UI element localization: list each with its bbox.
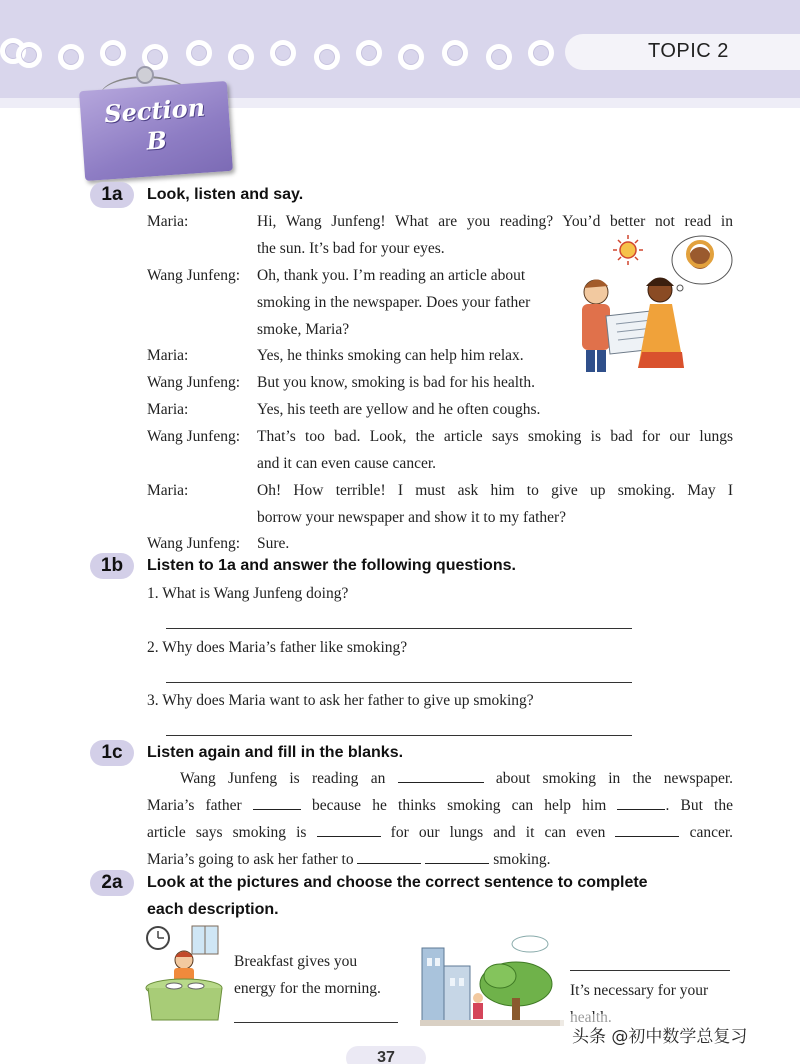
- dialogue-line: smoke, Maria?: [257, 321, 350, 338]
- dialogue-line: borrow your newspaper and show it to my father?: [257, 509, 567, 526]
- ring-icon: [398, 44, 424, 70]
- ring-icon: [528, 40, 554, 66]
- paragraph-text: about smoking in the newspaper.: [495, 770, 734, 787]
- reading-newspaper-illustration: [572, 232, 740, 374]
- answer-line-2[interactable]: [166, 682, 632, 683]
- topic-label: TOPIC 2: [648, 40, 729, 62]
- dialogue-line: Yes, he thinks smoking can help him relax.: [257, 347, 524, 364]
- answer-line-1[interactable]: [166, 628, 632, 629]
- section-word: Section: [103, 92, 206, 129]
- answer-line-3[interactable]: [166, 735, 632, 736]
- paragraph-text: smoking.: [493, 851, 551, 868]
- speaker: Wang Junfeng:: [147, 267, 241, 284]
- thought-bubble-icon: [672, 236, 732, 291]
- badge-1b: 1b: [90, 553, 134, 579]
- blank-3[interactable]: [617, 796, 665, 810]
- blank-4[interactable]: [317, 823, 381, 837]
- heading-1a: Look, listen and say.: [147, 186, 304, 203]
- speaker: Maria:: [147, 401, 189, 418]
- people-icon: [473, 993, 483, 1019]
- paragraph-text: Maria’s father: [147, 797, 242, 814]
- dialogue-line: Sure.: [257, 535, 290, 552]
- question-1: 1. What is Wang Junfeng doing?: [147, 585, 349, 602]
- heading-1b: Listen to 1a and answer the following questions.: [147, 557, 516, 574]
- item2-line-1: It’s necessary for your: [570, 982, 709, 999]
- speaker: Maria:: [147, 213, 189, 230]
- boy-figure: [582, 279, 610, 372]
- fill-paragraph-line-1: [180, 765, 733, 792]
- dialogue-line: But you know, smoking is bad for his health.: [257, 374, 535, 391]
- dialogue-line: the sun. It’s bad for your eyes.: [257, 240, 445, 257]
- paragraph-text: Wang Junfeng is reading an: [180, 770, 386, 787]
- question-3: 3. Why does Maria want to ask her father to give up smoking?: [147, 692, 534, 709]
- fill-paragraph-line-4: [147, 846, 551, 873]
- speaker: Maria:: [147, 482, 189, 499]
- paragraph-text: Maria’s going to ask her father to: [147, 851, 354, 868]
- sun-icon: [613, 235, 643, 265]
- heading-2a-line-1: Look at the pictures and choose the correct sentence to complete: [147, 874, 648, 891]
- ring-icon: [16, 42, 42, 68]
- page-number: 37: [346, 1046, 426, 1064]
- blank-5[interactable]: [615, 823, 679, 837]
- ring-icon: [486, 44, 512, 70]
- ring-icon: [58, 44, 84, 70]
- section-sign-text: [80, 91, 232, 161]
- fill-paragraph-line-3: [147, 819, 733, 846]
- blank-6[interactable]: [357, 850, 421, 864]
- paragraph-text-group: [617, 797, 733, 814]
- badge-2a: 2a: [90, 870, 134, 896]
- heading-2a-line-2: each description.: [147, 901, 279, 918]
- tree-icon: [480, 962, 552, 1020]
- watermark-text: 头条 @初中数学总复习: [572, 1027, 748, 1047]
- pin-icon: [136, 66, 154, 84]
- speaker: Wang Junfeng:: [147, 535, 241, 552]
- speaker: Wang Junfeng:: [147, 374, 241, 391]
- badge-1a: 1a: [90, 182, 134, 208]
- dialogue-line: Oh, thank you. I’m reading an article about: [257, 267, 526, 284]
- blank-2[interactable]: [253, 796, 301, 810]
- window-icon: [192, 926, 218, 954]
- park-illustration: [420, 932, 564, 1026]
- section-letter: B: [145, 125, 168, 156]
- blank-7[interactable]: [425, 850, 489, 864]
- answer-line-item2[interactable]: [570, 970, 730, 971]
- question-2: 2. Why does Maria’s father like smoking?: [147, 639, 408, 656]
- answer-line-item1[interactable]: [234, 1022, 398, 1023]
- ring-icon: [228, 44, 254, 70]
- ring-icon: [314, 44, 340, 70]
- section-sign: [79, 81, 233, 181]
- dialogue-line: Yes, his teeth are yellow and he often coughs.: [257, 401, 541, 418]
- clock-icon: [147, 927, 169, 949]
- ring-icon: [442, 40, 468, 66]
- ring-icon: [100, 40, 126, 66]
- paragraph-text: article says smoking is: [147, 824, 307, 841]
- speaker: Maria:: [147, 347, 189, 364]
- fill-paragraph-line-2: [147, 792, 733, 819]
- dialogue-line: smoking in the newspaper. Does your father: [257, 294, 531, 311]
- dialogue-line: Oh! How terrible! I must ask him to give up smoking. May I: [257, 482, 733, 499]
- dialogue-line: That’s too bad. Look, the article says smoking is bad for our lungs: [257, 428, 733, 445]
- building-icon: [422, 948, 470, 1022]
- badge-1c: 1c: [90, 740, 134, 766]
- breakfast-illustration: [140, 924, 230, 1024]
- paragraph-text: cancer.: [689, 824, 734, 841]
- item1-line-1: Breakfast gives you: [234, 953, 358, 970]
- ring-icon: [356, 40, 382, 66]
- dialogue-line: and it can even cause cancer.: [257, 455, 437, 472]
- heading-1c: Listen again and fill in the blanks.: [147, 744, 404, 761]
- blank-1[interactable]: [398, 769, 484, 783]
- dialogue-line: Hi, Wang Junfeng! What are you reading? You’d better not read in: [257, 213, 733, 230]
- paragraph-text: . But the: [665, 797, 733, 814]
- paragraph-text: because he thinks smoking can help him: [312, 797, 607, 814]
- item1-line-2: energy for the morning.: [234, 980, 381, 997]
- ring-icon: [186, 40, 212, 66]
- ring-icon: [270, 40, 296, 66]
- paragraph-text: for our lungs and it can even: [390, 824, 606, 841]
- cloud-icon: [512, 936, 548, 952]
- speaker: Wang Junfeng:: [147, 428, 241, 445]
